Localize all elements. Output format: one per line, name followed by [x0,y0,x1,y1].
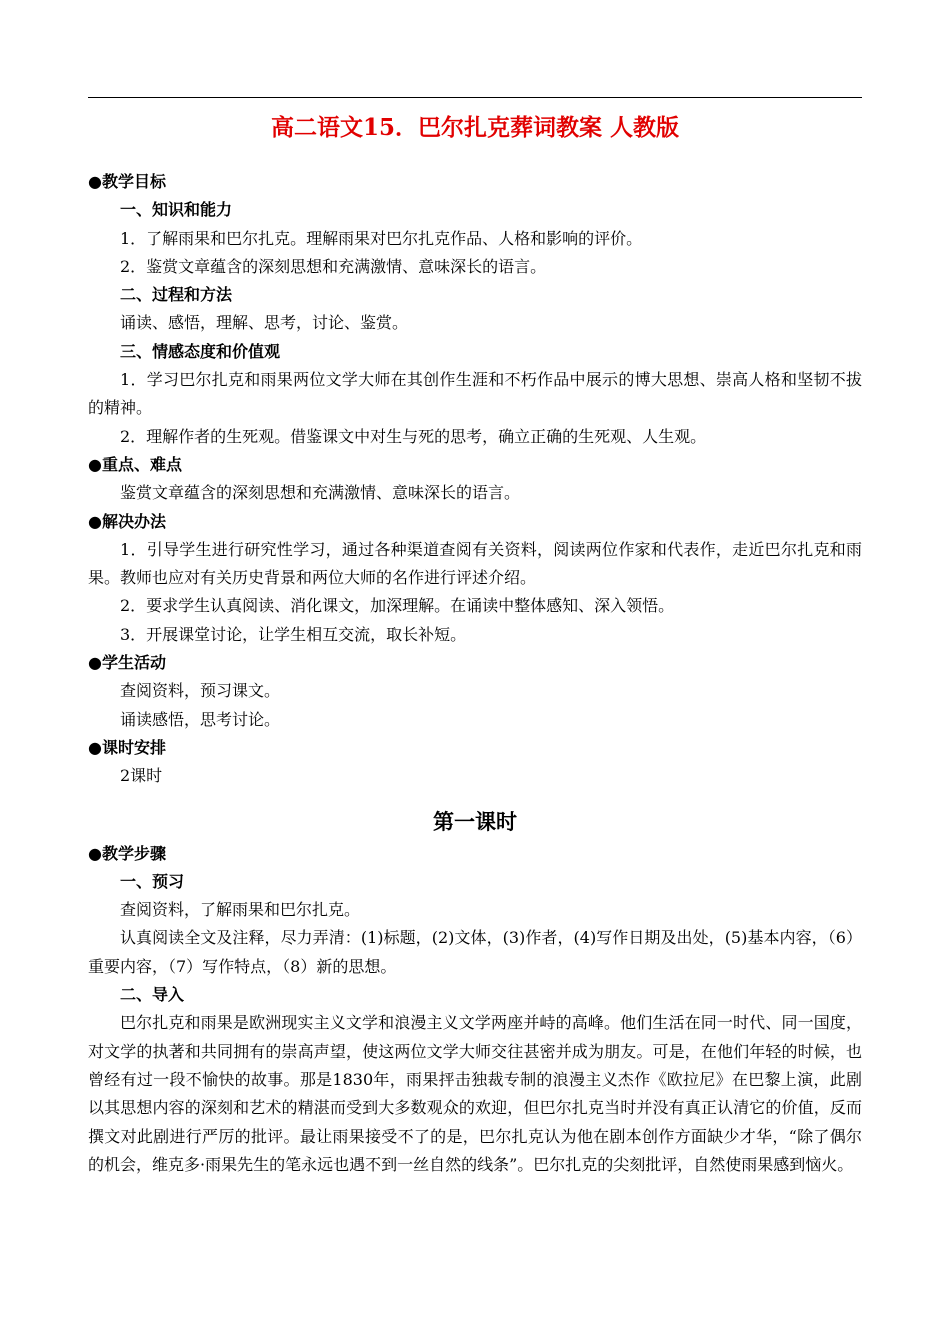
section-heading-text: 重点、难点 [101,454,182,474]
document-title: 高二语文15．巴尔扎克葬词教案 人教版 [270,114,679,141]
section-heading-text: 学生活动 [101,653,166,673]
paragraph: 1．了解雨果和巴尔扎克。理解雨果对巴尔扎克作品、人格和影响的评价。 [120,228,643,248]
section-heading-key-points [88,451,862,479]
section-heading-text: 解决办法 [101,511,166,531]
lesson-title: 第一课时 [433,808,517,834]
paragraph: 2．要求学生认真阅读、消化课文，加深理解。在诵读中整体感知、深入领悟。 [120,596,675,616]
bullet-icon: ● [88,653,102,673]
section-heading-steps [88,840,862,868]
bullet-icon: ● [88,172,102,191]
bullet-icon: ● [88,454,102,474]
section-heading-activities [88,649,862,677]
section-heading-text: 教学目标 [101,172,166,191]
section-heading-goals [88,168,862,196]
paragraph: 2．理解作者的生死观。借鉴课文中对生与死的思考，确立正确的生死观、人生观。 [120,426,707,446]
subheading-preview: 一、预习 [120,871,185,891]
document-body [88,168,862,1179]
bullet-icon: ● [88,511,102,531]
paragraph: 认真阅读全文及注释，尽力弄清：(1)标题，(2)文体，(3)作者，(4)写作日期及出处，(5)基本内容，（6）重要内容，（7）写作特点，（8）新的思想。 [88,928,862,976]
paragraph: 2．鉴赏文章蕴含的深刻思想和充满激情、意味深长的语言。 [120,256,547,276]
subheading-intro: 二、导入 [120,985,185,1005]
paragraph: 3．开展课堂讨论，让学生相互交流，取长补短。 [120,624,467,644]
subheading-emotion: 三、情感态度和价值观 [120,341,281,361]
subheading-process: 二、过程和方法 [120,285,233,305]
paragraph: 诵读、感悟，理解、思考，讨论、鉴赏。 [120,313,409,333]
paragraph: 巴尔扎克和雨果是欧洲现实主义文学和浪漫主义文学两座并峙的高峰。他们生活在同一时代、同一国度，对文学的执著和共同拥有的崇高声望，使这两位文学大师交往甚密并成为朋友。可是，在他们年轻的时候，也曾经有过一段不愉快的故事。那是1830年，雨果抨击独裁专制的浪漫主义杰作《欧拉尼》在巴黎上演，此剧以其思想内容的深刻和艺术的精湛而受到大多数观众的欢迎，但巴尔扎克当时并没有真正认清它的价值，反而撰文对此剧进行严厉的批评。最让雨果接受不了的是，巴尔扎克认为他在剧本创作方面缺少才华，“除了偶尔的机会，维克多·雨果先生的笔永远也遇不到一丝自然的线条”。巴尔扎克的尖刻批评，自然使雨果感到恼火。 [88,1013,862,1174]
paragraph: 查阅资料，预习课文。 [120,681,281,701]
section-heading-solutions [88,508,862,536]
paragraph: 诵读感悟，思考讨论。 [120,709,281,729]
paragraph: 鉴赏文章蕴含的深刻思想和充满激情、意味深长的语言。 [120,483,521,503]
paragraph: 查阅资料，了解雨果和巴尔扎克。 [120,900,361,920]
paragraph: 1．引导学生进行研究性学习，通过各种渠道查阅有关资料，阅读两位作家和代表作，走近巴尔扎克和雨果。教师也应对有关历史背景和两位大师的名作进行评述介绍。 [88,539,862,588]
section-heading-text: 教学步骤 [101,843,166,863]
bullet-icon: ● [88,737,102,757]
section-heading-text: 课时安排 [101,737,166,757]
subheading-knowledge: 一、知识和能力 [120,200,233,220]
header-rule [88,97,862,98]
paragraph: 2课时 [120,766,163,786]
section-heading-schedule [88,734,862,762]
bullet-icon: ● [88,843,102,863]
paragraph: 1．学习巴尔扎克和雨果两位文学大师在其创作生涯和不朽作品中展示的博大思想、崇高人格和坚韧不拔的精神。 [88,370,862,418]
